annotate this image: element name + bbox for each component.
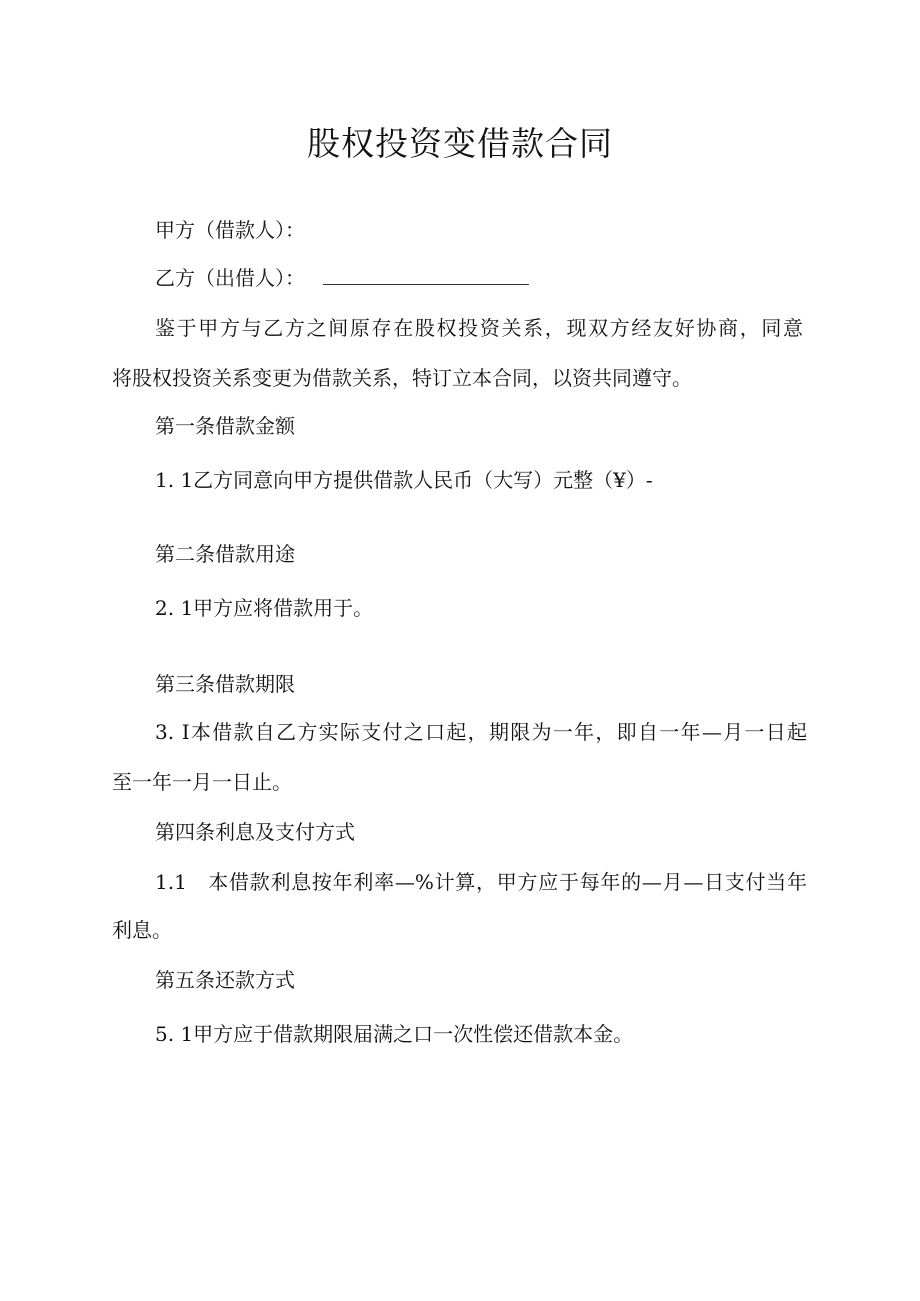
article-4-clause-line-1: 1.1 本借款利息按年利率—%计算，甲方应于每年的—月—日支付当年 — [155, 870, 807, 894]
preamble-line-2: 将股权投资关系变更为借款关系，特订立本合同，以资共同遵守。 — [112, 366, 692, 390]
article-2-heading: 第二条借款用途 — [155, 542, 295, 566]
article-3-clause-line-2: 至一年一月一日止。 — [112, 770, 292, 794]
article-1-clause: 1. 1乙方同意向甲方提供借款人民币（大写）元整（¥）- — [155, 468, 653, 492]
party-b-blank-line — [323, 266, 529, 285]
preamble-line-1: 鉴于甲方与乙方之间原存在股权投资关系，现双方经友好协商，同意 — [155, 316, 803, 340]
party-b-line — [155, 264, 529, 292]
article-5-clause: 5. 1甲方应于借款期限届满之口一次性偿还借款本金。 — [155, 1022, 634, 1046]
party-a-label: 甲方（借款人）： — [155, 218, 305, 242]
party-b-label: 乙方（出借人）： — [155, 266, 305, 290]
article-1-heading: 第一条借款金额 — [155, 414, 295, 438]
party-a-line — [155, 216, 305, 244]
document-title: 股权投资变借款合同 — [307, 124, 613, 163]
article-3-clause-line-1: 3. I本借款自乙方实际支付之口起，期限为一年，即自一年—月一日起 — [155, 720, 807, 744]
article-4-heading: 第四条利息及支付方式 — [155, 820, 355, 844]
article-3-heading: 第三条借款期限 — [155, 672, 295, 696]
article-2-clause: 2. 1甲方应将借款用于。 — [155, 596, 374, 620]
article-5-heading: 第五条还款方式 — [155, 968, 295, 992]
article-4-clause-line-2: 利息。 — [112, 918, 172, 942]
